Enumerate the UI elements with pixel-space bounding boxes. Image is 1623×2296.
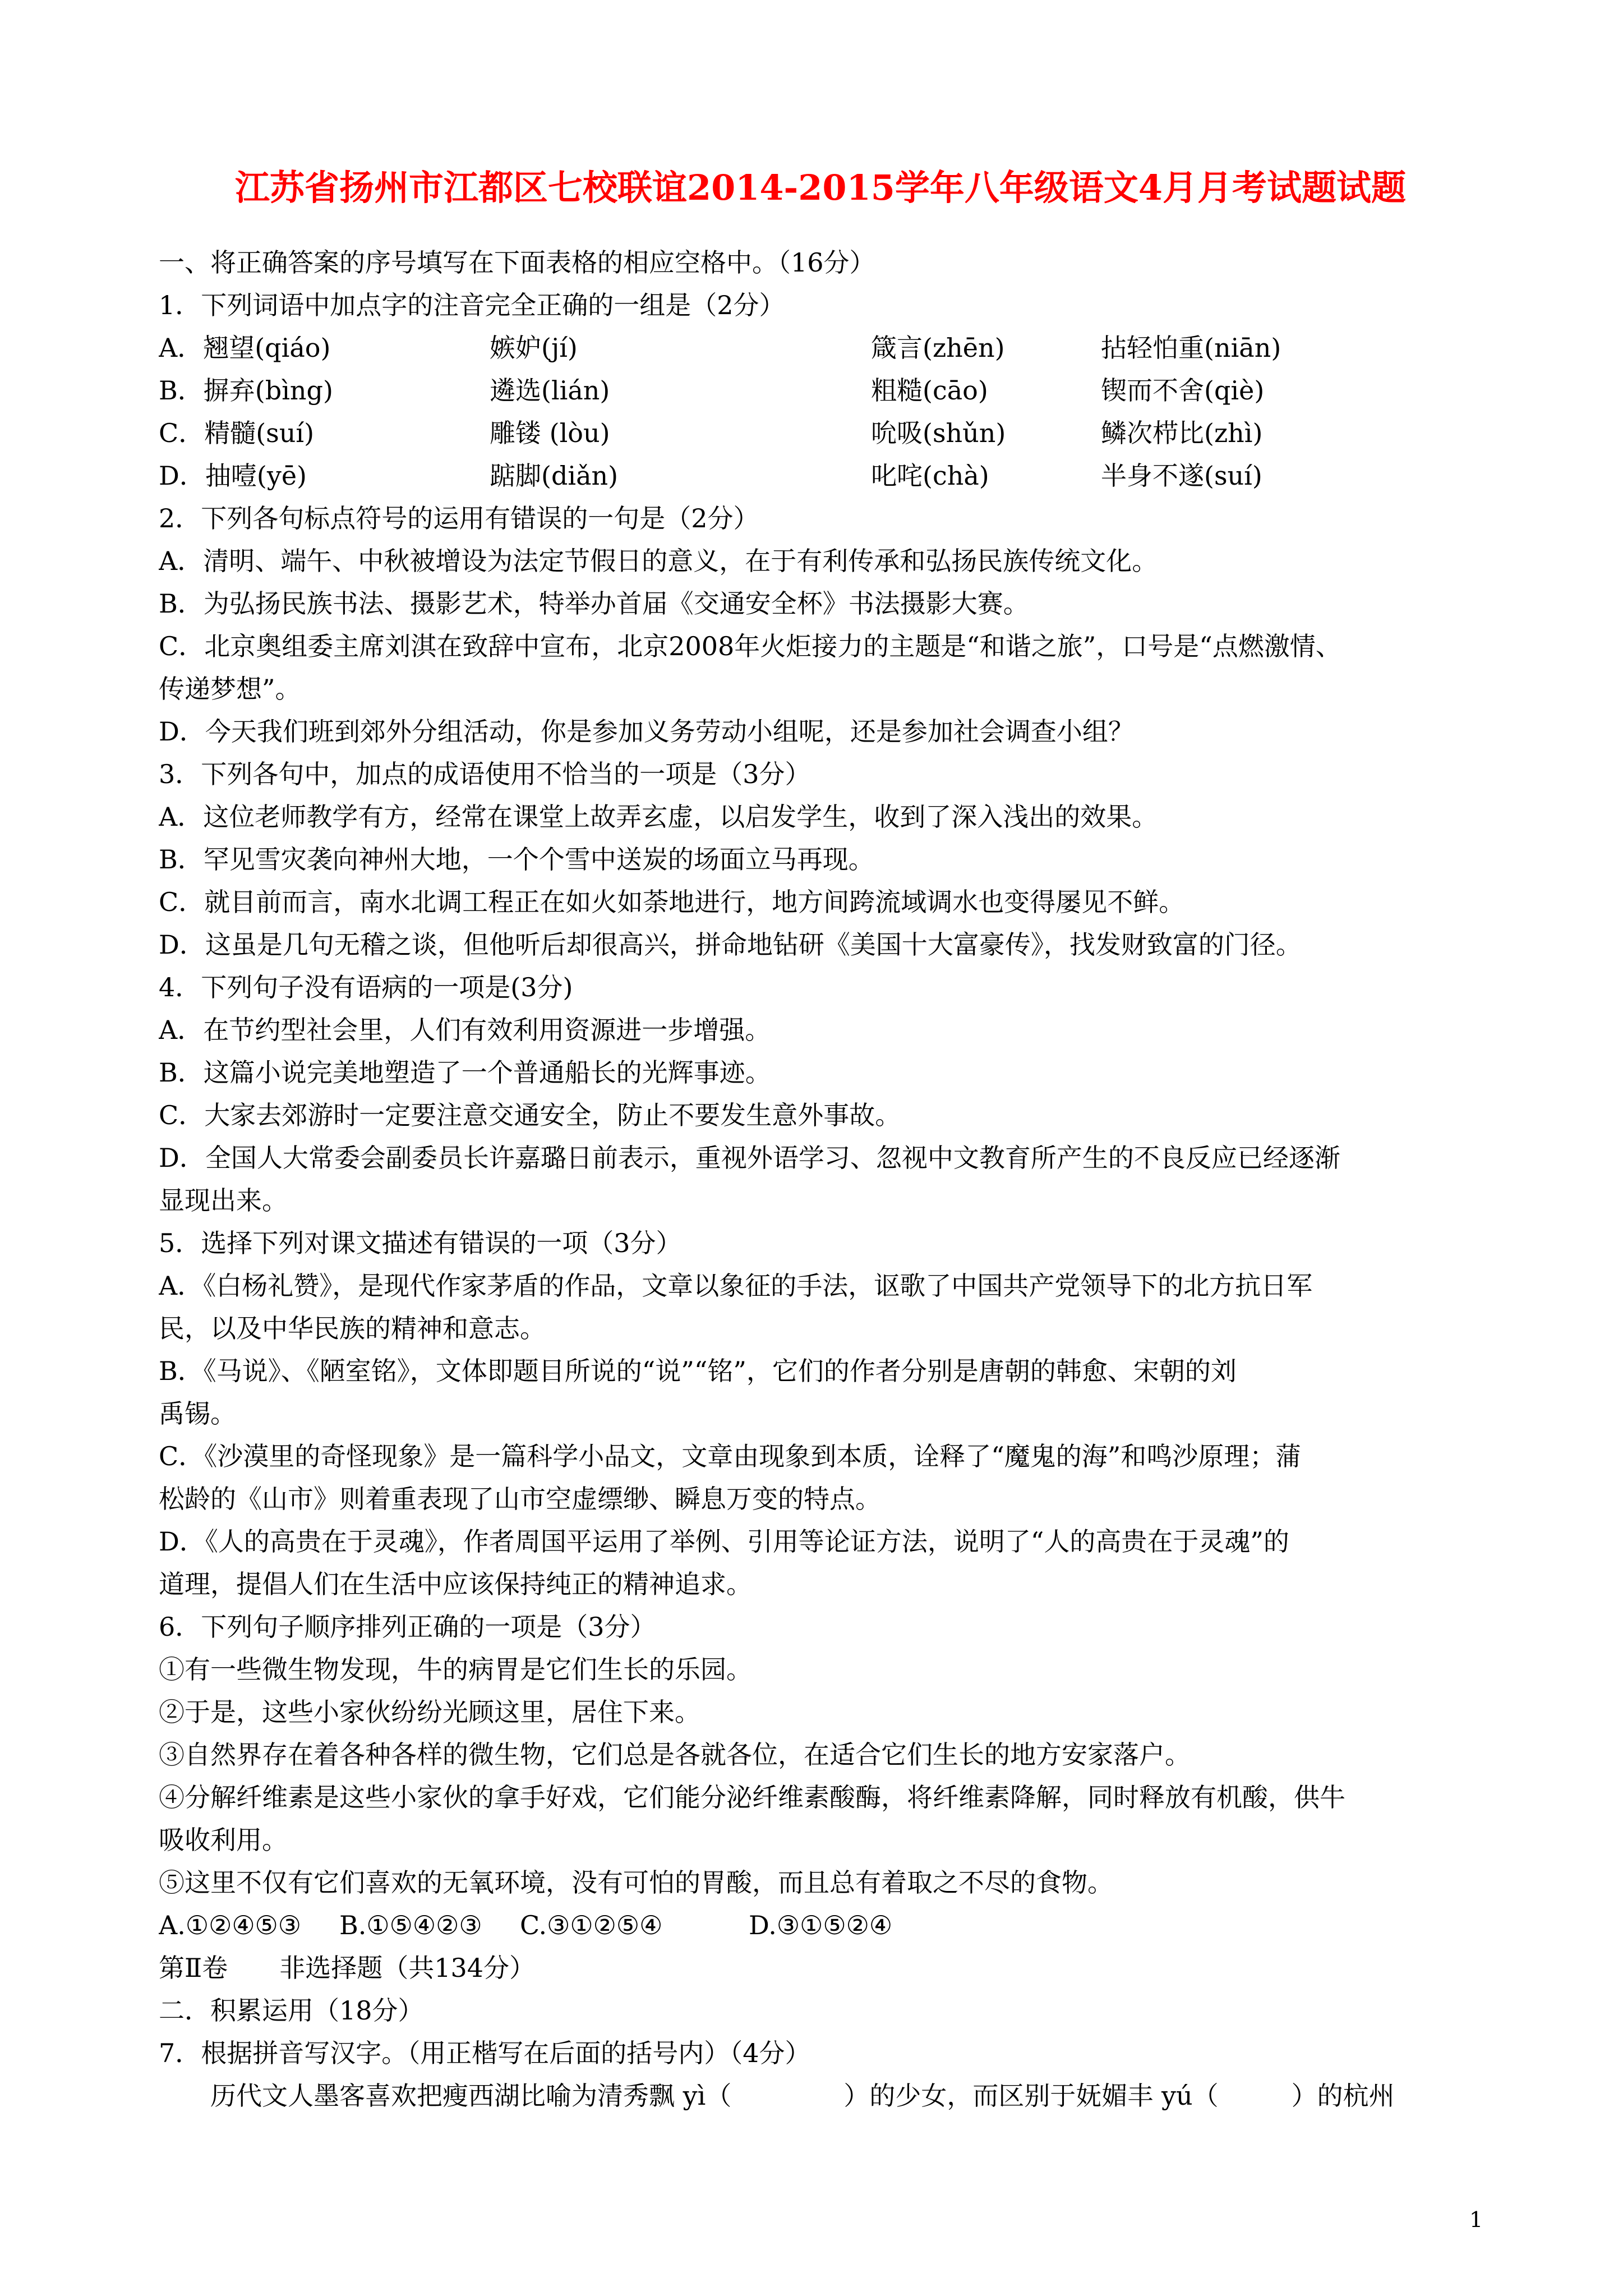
question-5-option-a: A．《白杨礼赞》，是现代作家茅盾的作品，文章以象征的手法，讴歌了中国共产党领导下的北方抗日军 [159,1271,1313,1301]
sentence-4-cont: 吸收利用。 [159,1825,288,1855]
question-2-option-c: C．北京奥组委主席刘淇在致辞中宣布，北京2008年火炬接力的主题是“和谐之旅”，口号是“点燃激情、 [159,631,1341,661]
question-3-option-c: C．就目前而言，南水北调工程正在如火如荼地进行，地方间跨流域调水也变得屡见不鲜。 [159,887,1185,917]
option-c: C.③①②⑤④ [520,1910,663,1940]
question-3-option-a: A．这位老师教学有方，经常在课堂上故弄玄虚，以启发学生，收到了深入浅出的效果。 [159,802,1158,832]
question-5-option-b-cont: 禹锡。 [159,1398,236,1429]
question-4-option-d-cont: 显现出来。 [159,1185,288,1216]
option-cell: D．抽噎(yē) [159,461,307,491]
question-7-stem: 7．根据拼音写汉字。（用正楷写在后面的括号内）（4分） [159,2038,811,2068]
section-2-heading: 二．积累运用（18分） [159,1995,424,2026]
question-7-text [159,2074,1482,2117]
fill-text: ）的杭州 [1291,2081,1395,2111]
option-cell: 踮脚(diǎn) [490,461,619,491]
question-6-stem: 6．下列句子顺序排列正确的一项是（3分） [159,1612,656,1642]
question-4-option-b: B．这篇小说完美地塑造了一个普通船长的光辉事迹。 [159,1057,771,1088]
document-body [159,163,1482,2117]
option-cell: 吮吸(shǔn) [871,418,1006,448]
sentence-5: ⑤这里不仅有它们喜欢的无氧环境，没有可怕的胃酸，而且总有着取之不尽的食物。 [159,1867,1113,1898]
option-a: A.①②④⑤③ [159,1910,302,1940]
question-3-option-d: D．这虽是几句无稽之谈，但他听后却很高兴，拼命地钻研《美国十大富豪传》，找发财致富的门径。 [159,930,1302,960]
sentence-3: ③自然界存在着各种各样的微生物，它们总是各就各位，在适合它们生长的地方安家落户。 [159,1740,1191,1770]
part-2-heading: 第Ⅱ卷 非选择题（共134分） [159,1953,536,1983]
sentence-2: ②于是，这些小家伙纷纷光顾这里，居住下来。 [159,1697,700,1727]
question-4-stem: 4．下列句子没有语病的一项是(3分) [159,972,573,1002]
option-cell: 遴选(lián) [490,375,610,406]
question-4-option-a: A．在节约型社会里，人们有效利用资源进一步增强。 [159,1015,771,1045]
option-cell: 箴言(zhēn) [871,333,1005,363]
question-1-row-d [159,454,1482,497]
fill-text: 历代文人墨客喜欢把瘦西湖比喻为清秀飘 yì（ [210,2081,732,2111]
option-cell: 嫉妒(jí) [490,333,578,363]
question-4-option-c: C．大家去郊游时一定要注意交通安全，防止不要发生意外事故。 [159,1100,901,1130]
question-1-row-b [159,369,1482,412]
sentence-1: ①有一些微生物发现，牛的病胃是它们生长的乐园。 [159,1654,752,1685]
option-cell: 半身不遂(suí) [1101,461,1262,491]
option-cell: C．精髓(suí) [159,418,315,448]
option-cell: 粗糙(cāo) [871,375,988,406]
question-5-option-d-cont: 道理，提倡人们在生活中应该保持纯正的精神追求。 [159,1569,752,1599]
option-d: D.③①⑤②④ [749,1910,893,1940]
option-b: B.①⑤④②③ [339,1910,482,1940]
question-2-option-b: B．为弘扬民族书法、摄影艺术，特举办首届《交通安全杯》书法摄影大赛。 [159,588,1029,619]
question-2-option-d: D．今天我们班到郊外分组活动，你是参加义务劳动小组呢，还是参加社会调查小组？ [159,716,1134,747]
question-1-row-a [159,326,1482,369]
question-5-option-a-cont: 民，以及中华民族的精神和意志。 [159,1313,546,1343]
option-cell: A．翘望(qiáo) [159,333,331,363]
sentence-4: ④分解纤维素是这些小家伙的拿手好戏，它们能分泌纤维素酸酶，将纤维素降解，同时释放有机酸，供牛 [159,1782,1345,1812]
question-1-stem: 1．下列词语中加点字的注音完全正确的一组是（2分） [159,290,785,320]
question-1-row-c [159,412,1482,454]
option-cell: 锲而不舍(qiè) [1101,375,1265,406]
question-5-option-d: D．《人的高贵在于灵魂》，作者周国平运用了举例、引用等论证方法，说明了“人的高贵在于灵魂”的 [159,1526,1289,1557]
question-5-option-c: C．《沙漠里的奇怪现象》是一篇科学小品文，文章由现象到本质，诠释了“魔鬼的海”和鸣沙原理；蒲 [159,1441,1302,1471]
question-2-option-a: A．清明、端午、中秋被增设为法定节假日的意义，在于有利传承和弘扬民族传统文化。 [159,546,1158,576]
question-6-options [159,1904,1482,1947]
option-cell: 鳞次栉比(zhì) [1101,418,1263,448]
fill-text: ）的少女，而区别于妩媚丰 yú（ [843,2081,1219,2111]
option-cell: 叱咤(chà) [871,461,989,491]
exam-title: 江苏省扬州市江都区七校联谊2014-2015学年八年级语文4月月考试题试题 [235,167,1406,208]
question-5-stem: 5．选择下列对课文描述有错误的一项（3分） [159,1228,682,1258]
option-cell: B．摒弃(bìng) [159,375,333,406]
question-4-option-d: D．全国人大常委会副委员长许嘉璐日前表示，重视外语学习、忽视中文教育所产生的不良反应已经逐渐 [159,1143,1340,1173]
option-cell: 拈轻怕重(niān) [1101,333,1281,363]
question-5-option-c-cont: 松龄的《山市》则着重表现了山市空虚缥缈、瞬息万变的特点。 [159,1484,881,1514]
option-cell: 雕镂 (lòu) [490,418,610,448]
question-3-option-b: B．罕见雪灾袭向神州大地，一个个雪中送炭的场面立马再现。 [159,844,874,875]
question-5-option-b: B．《马说》、《陋室铭》，文体即题目所说的“说”“铭”，它们的作者分别是唐朝的韩愈、宋朝的刘 [159,1356,1237,1386]
question-2-option-c-cont: 传递梦想”。 [159,674,301,704]
question-2-stem: 2．下列各句标点符号的运用有错误的一句是（2分） [159,503,759,533]
question-3-stem: 3．下列各句中，加点的成语使用不恰当的一项是（3分） [159,759,811,789]
section-heading: 一、将正确答案的序号填写在下面表格的相应空格中。（16分） [159,247,875,278]
page-number: 1 [1469,2207,1483,2232]
